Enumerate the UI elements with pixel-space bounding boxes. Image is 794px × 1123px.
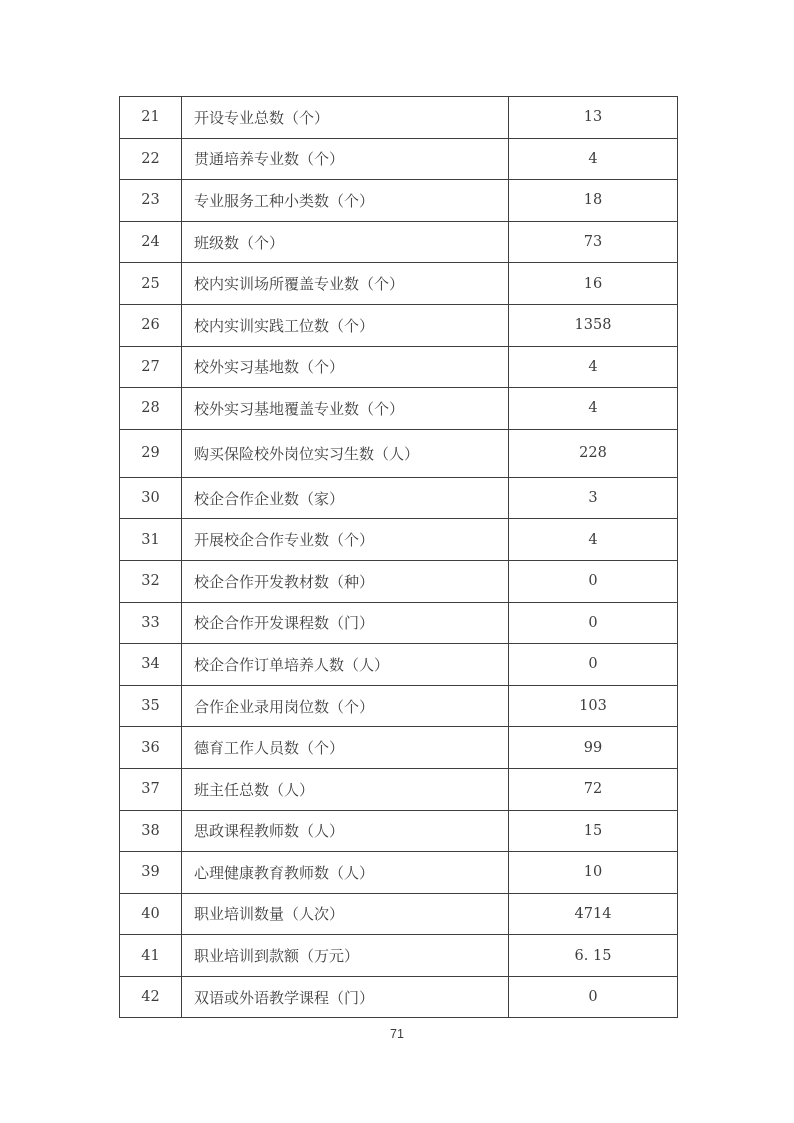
table-row bbox=[120, 221, 678, 263]
row-value-cell: 103 bbox=[509, 685, 678, 727]
row-number-cell: 34 bbox=[120, 644, 182, 686]
row-number-cell: 21 bbox=[120, 97, 182, 139]
row-label-cell: 思政课程教师数（人） bbox=[182, 810, 509, 852]
table-row bbox=[120, 602, 678, 644]
row-label-cell: 德育工作人员数（个） bbox=[182, 727, 509, 769]
table-row bbox=[120, 304, 678, 346]
page-number: 71 bbox=[390, 1027, 404, 1041]
row-value-cell: 228 bbox=[509, 429, 678, 477]
row-value-cell: 4 bbox=[509, 519, 678, 561]
stats-table bbox=[119, 96, 678, 1018]
row-value-cell: 18 bbox=[509, 180, 678, 222]
row-label-cell: 心理健康教育教师数（人） bbox=[182, 852, 509, 894]
row-number-cell: 24 bbox=[120, 221, 182, 263]
row-number-cell: 32 bbox=[120, 560, 182, 602]
row-value-cell: 13 bbox=[509, 97, 678, 139]
table-row bbox=[120, 768, 678, 810]
row-value-cell: 16 bbox=[509, 263, 678, 305]
row-number-cell: 39 bbox=[120, 852, 182, 894]
table-row bbox=[120, 429, 678, 477]
table-row bbox=[120, 685, 678, 727]
row-value-cell: 4 bbox=[509, 138, 678, 180]
row-label-cell: 校外实习基地覆盖专业数（个） bbox=[182, 388, 509, 430]
table-row bbox=[120, 519, 678, 561]
row-value-cell: 0 bbox=[509, 560, 678, 602]
row-label-cell: 校企合作开发教材数（种） bbox=[182, 560, 509, 602]
row-value-cell: 0 bbox=[509, 976, 678, 1018]
row-value-cell: 15 bbox=[509, 810, 678, 852]
row-number-cell: 38 bbox=[120, 810, 182, 852]
row-number-cell: 23 bbox=[120, 180, 182, 222]
table-row bbox=[120, 138, 678, 180]
row-label-cell: 购买保险校外岗位实习生数（人） bbox=[182, 429, 509, 477]
row-number-cell: 36 bbox=[120, 727, 182, 769]
row-label-cell: 校外实习基地数（个） bbox=[182, 346, 509, 388]
row-value-cell: 6. 15 bbox=[509, 935, 678, 977]
row-label-cell: 班主任总数（人） bbox=[182, 768, 509, 810]
row-number-cell: 22 bbox=[120, 138, 182, 180]
row-label-cell: 校内实训场所覆盖专业数（个） bbox=[182, 263, 509, 305]
table-row bbox=[120, 346, 678, 388]
row-label-cell: 开设专业总数（个） bbox=[182, 97, 509, 139]
row-value-cell: 72 bbox=[509, 768, 678, 810]
table-row bbox=[120, 263, 678, 305]
table-row bbox=[120, 727, 678, 769]
row-value-cell: 4 bbox=[509, 346, 678, 388]
row-label-cell: 校企合作订单培养人数（人） bbox=[182, 644, 509, 686]
table-row bbox=[120, 935, 678, 977]
table-row bbox=[120, 976, 678, 1018]
row-label-cell: 专业服务工种小类数（个） bbox=[182, 180, 509, 222]
table-row bbox=[120, 560, 678, 602]
row-number-cell: 28 bbox=[120, 388, 182, 430]
row-number-cell: 33 bbox=[120, 602, 182, 644]
row-label-cell: 职业培训数量（人次） bbox=[182, 893, 509, 935]
table-row bbox=[120, 810, 678, 852]
row-number-cell: 31 bbox=[120, 519, 182, 561]
row-number-cell: 29 bbox=[120, 429, 182, 477]
row-value-cell: 3 bbox=[509, 477, 678, 519]
row-label-cell: 贯通培养专业数（个） bbox=[182, 138, 509, 180]
row-number-cell: 37 bbox=[120, 768, 182, 810]
table-row bbox=[120, 97, 678, 139]
row-label-cell: 开展校企合作专业数（个） bbox=[182, 519, 509, 561]
row-label-cell: 双语或外语教学课程（门） bbox=[182, 976, 509, 1018]
row-value-cell: 73 bbox=[509, 221, 678, 263]
row-number-cell: 35 bbox=[120, 685, 182, 727]
row-value-cell: 10 bbox=[509, 852, 678, 894]
row-label-cell: 合作企业录用岗位数（个） bbox=[182, 685, 509, 727]
row-value-cell: 4 bbox=[509, 388, 678, 430]
table-row bbox=[120, 852, 678, 894]
row-label-cell: 班级数（个） bbox=[182, 221, 509, 263]
row-label-cell: 校企合作开发课程数（门） bbox=[182, 602, 509, 644]
row-label-cell: 校内实训实践工位数（个） bbox=[182, 304, 509, 346]
row-label-cell: 职业培训到款额（万元） bbox=[182, 935, 509, 977]
row-number-cell: 42 bbox=[120, 976, 182, 1018]
row-label-cell: 校企合作企业数（家） bbox=[182, 477, 509, 519]
row-number-cell: 41 bbox=[120, 935, 182, 977]
row-value-cell: 99 bbox=[509, 727, 678, 769]
table-row bbox=[120, 644, 678, 686]
row-number-cell: 40 bbox=[120, 893, 182, 935]
table-row bbox=[120, 477, 678, 519]
row-number-cell: 26 bbox=[120, 304, 182, 346]
row-number-cell: 27 bbox=[120, 346, 182, 388]
row-value-cell: 4714 bbox=[509, 893, 678, 935]
table-row bbox=[120, 893, 678, 935]
stats-table-body bbox=[120, 97, 678, 1018]
row-number-cell: 25 bbox=[120, 263, 182, 305]
row-value-cell: 1358 bbox=[509, 304, 678, 346]
row-value-cell: 0 bbox=[509, 602, 678, 644]
table-row bbox=[120, 388, 678, 430]
table-row bbox=[120, 180, 678, 222]
row-number-cell: 30 bbox=[120, 477, 182, 519]
row-value-cell: 0 bbox=[509, 644, 678, 686]
